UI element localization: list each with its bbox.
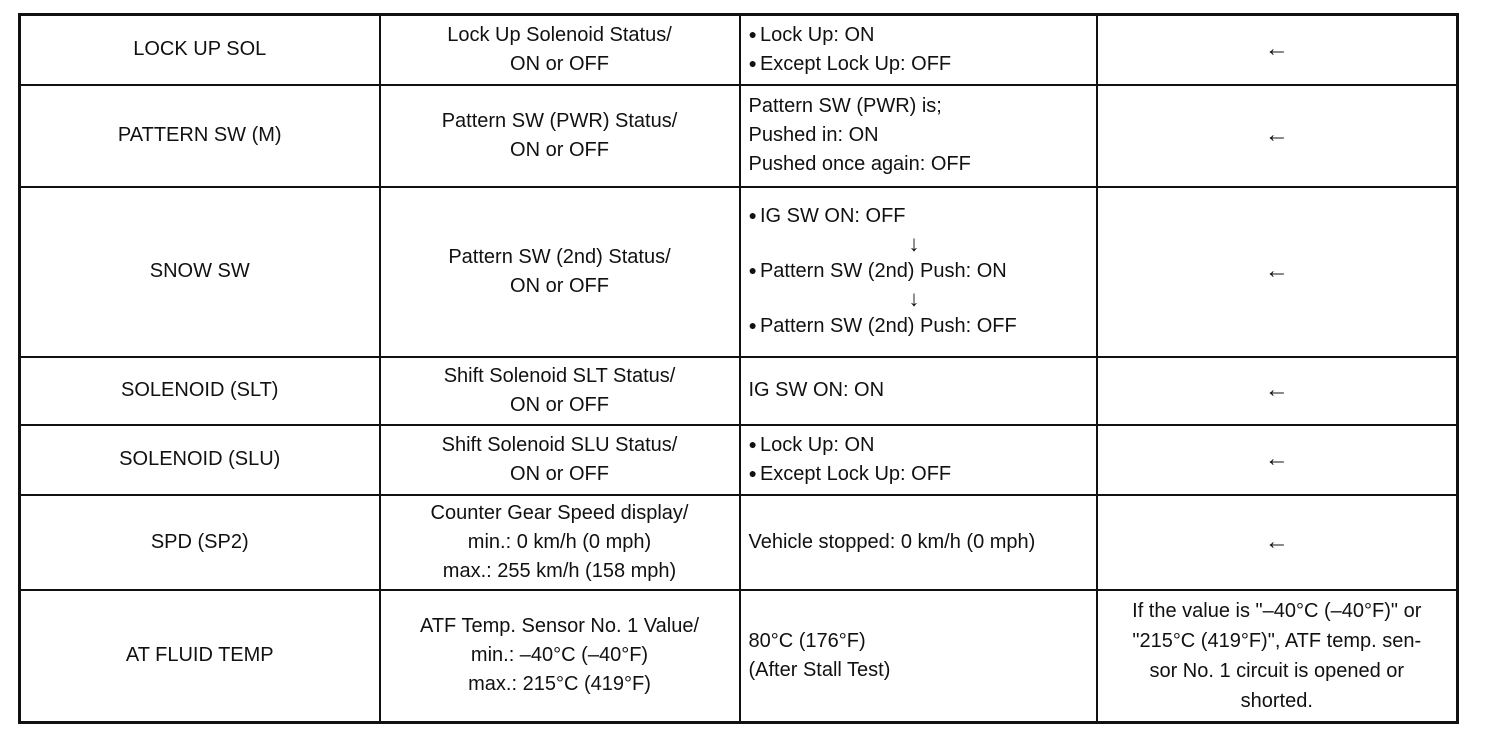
bullet-icon: ●: [748, 262, 757, 278]
arrow-left-icon: ←: [1264, 121, 1289, 149]
description-cell: Counter Gear Speed display/ min.: 0 km/h (0 mph) max.: 255 km/h (158 mph): [380, 495, 740, 590]
description-cell: Lock Up Solenoid Status/ ON or OFF: [380, 15, 740, 85]
diagnostic-note-cell: [1097, 495, 1458, 590]
table-row: [20, 187, 1458, 357]
normal-condition-cell: 80°C (176°F) (After Stall Test): [740, 590, 1097, 723]
bullet-icon: ●: [748, 435, 757, 452]
diagnostic-note-cell: [1097, 85, 1458, 187]
item-cell: SNOW SW: [20, 187, 380, 357]
bullet-icon: ●: [748, 464, 757, 481]
diagnostic-note-cell: [1097, 357, 1458, 425]
arrow-left-icon: ←: [1264, 527, 1289, 555]
normal-condition-cell: Vehicle stopped: 0 km/h (0 mph): [740, 495, 1097, 590]
bullet-icon: ●: [748, 54, 757, 71]
normal-condition-cell: Pattern SW (PWR) is; Pushed in: ON Pushed once again: OFF: [740, 85, 1097, 187]
diagnostic-note-cell: [1097, 425, 1458, 495]
bullet-icon: ●: [748, 317, 757, 334]
item-cell: AT FLUID TEMP: [20, 590, 380, 723]
diagnostic-note-cell: [1097, 187, 1458, 357]
arrow-left-icon: ←: [1264, 376, 1289, 404]
table-row: [20, 590, 1458, 723]
description-cell: Shift Solenoid SLU Status/ ON or OFF: [380, 425, 740, 495]
normal-condition-cell: ● Lock Up: ON ● Except Lock Up: OFF: [740, 425, 1097, 495]
normal-condition-cell: IG SW ON: ON: [740, 357, 1097, 425]
normal-condition-cell: ● IG SW ON: OFF ↓ ● Pattern SW (2nd) Push: ON ↓ ● Pattern SW (2nd) Push: OFF: [740, 187, 1097, 357]
diagnostic-note-cell: [1097, 15, 1458, 85]
table-row: [20, 357, 1458, 425]
item-cell: LOCK UP SOL: [20, 15, 380, 85]
spec-sheet: [18, 13, 1456, 721]
item-cell: SOLENOID (SLT): [20, 357, 380, 425]
item-cell: SOLENOID (SLU): [20, 425, 380, 495]
table-row: [20, 425, 1458, 495]
data-list-table: [18, 13, 1459, 724]
item-cell: SPD (SP2): [20, 495, 380, 590]
arrow-down-icon: ↓: [908, 286, 920, 311]
diagnostic-note-cell: If the value is "–40°C (–40°F)" or "215°C (419°F)", ATF temp. sen- sor No. 1 circuit is opened or shorted.: [1097, 590, 1458, 723]
bullet-icon: ●: [748, 206, 757, 223]
table-row: [20, 85, 1458, 187]
normal-condition-cell: ● Lock Up: ON ● Except Lock Up: OFF: [740, 15, 1097, 85]
description-cell: Shift Solenoid SLT Status/ ON or OFF: [380, 357, 740, 425]
arrow-left-icon: ←: [1264, 445, 1289, 473]
table-row: [20, 15, 1458, 85]
description-cell: Pattern SW (PWR) Status/ ON or OFF: [380, 85, 740, 187]
description-cell: Pattern SW (2nd) Status/ ON or OFF: [380, 187, 740, 357]
bullet-icon: ●: [748, 25, 757, 42]
item-cell: PATTERN SW (M): [20, 85, 380, 187]
table-row: [20, 495, 1458, 590]
arrow-down-icon: ↓: [908, 230, 920, 256]
description-cell: ATF Temp. Sensor No. 1 Value/ min.: –40°C (–40°F) max.: 215°C (419°F): [380, 590, 740, 723]
arrow-left-icon: ←: [1264, 35, 1289, 63]
arrow-left-icon: ←: [1264, 257, 1289, 285]
